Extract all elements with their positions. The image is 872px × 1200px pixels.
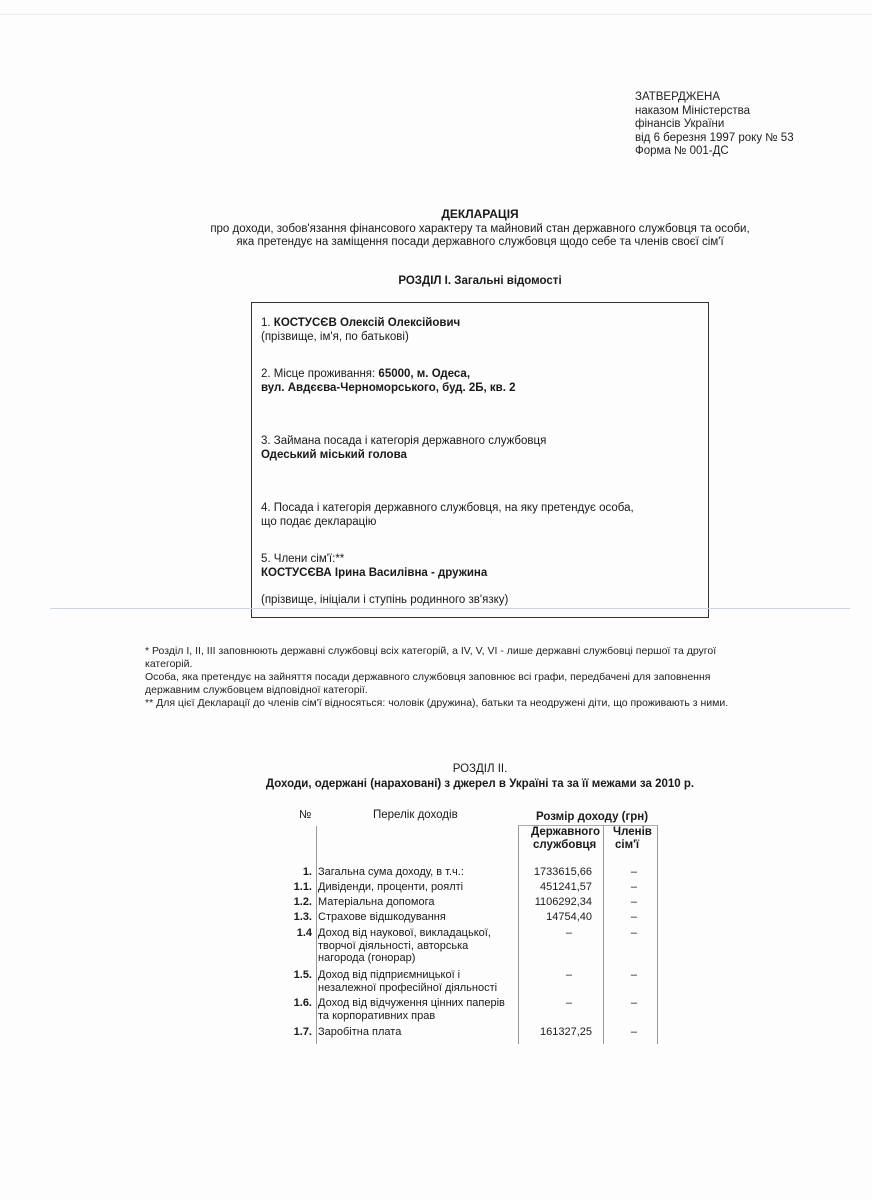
row-label xyxy=(318,997,505,1022)
row-number: 1.4 xyxy=(296,927,312,939)
col-header-num: № xyxy=(299,809,312,821)
col-header-family-1: Членів xyxy=(613,826,652,838)
document-title: ДЕКЛАРАЦІЯ xyxy=(441,207,519,221)
table-divider xyxy=(603,826,604,1044)
row-label xyxy=(318,896,434,909)
col-header-amount: Розмір доходу (грн) xyxy=(536,811,649,823)
row-label-line: нагорода (гонорар) xyxy=(318,952,416,964)
approval-line: фінансів України xyxy=(635,118,725,130)
family-amount: – xyxy=(630,969,637,981)
document-subtitle-line2: яка претендує на заміщення посади державного службовця щодо себе та членів своєї сім'ї xyxy=(236,236,724,248)
row-number: 1.3. xyxy=(293,911,312,923)
scan-artifact xyxy=(0,14,872,15)
row-number: 1.7. xyxy=(293,1026,312,1038)
row-label xyxy=(318,911,446,924)
servant-amount: 1733615,66 xyxy=(533,866,592,878)
item2-prefix: 2. Місце проживання: xyxy=(261,368,379,380)
col-header-servant-1: Державного xyxy=(531,826,600,838)
item5-label: 5. Члени сім'ї:** xyxy=(261,553,345,565)
row-label xyxy=(318,881,463,894)
item4-line1: 4. Посада і категорія державного службовця, на яку претендує особа, xyxy=(261,502,634,514)
item3-label: 3. Займана посада і категорія державного службовця xyxy=(261,435,547,447)
family-amount: – xyxy=(630,911,637,923)
family-amount: – xyxy=(630,881,637,893)
table-divider xyxy=(657,826,658,1044)
row-label xyxy=(318,927,491,965)
row-label-line: Страхове відшкодування xyxy=(318,911,446,923)
residence-line2: вул. Авдєєва-Черноморського, буд. 2Б, кв. 2 xyxy=(261,382,516,394)
col-header-list: Перелік доходів xyxy=(373,809,458,821)
approval-block xyxy=(635,91,794,159)
row-label-line: творчої діяльності, авторська xyxy=(318,939,469,952)
row-label-line: Дивіденди, проценти, роялті xyxy=(318,881,464,893)
table-divider xyxy=(518,825,658,826)
item1-line xyxy=(261,316,460,330)
family-amount: – xyxy=(630,997,637,1009)
item2-line xyxy=(261,367,470,381)
row-number: 1. xyxy=(302,866,312,878)
scan-artifact xyxy=(50,608,850,609)
document-subtitle-line1: про доходи, зобов'язання фінансового характеру та майновий стан державного службовця та особи, xyxy=(210,223,750,235)
table-divider xyxy=(316,826,317,1044)
residence-line1: 65000, м. Одеса, xyxy=(378,368,471,380)
col-header-servant-2: службовця xyxy=(533,839,597,851)
item5-note: (прізвище, ініціали і ступінь родинного зв'язку) xyxy=(261,594,509,606)
servant-amount: 1106292,34 xyxy=(534,896,592,908)
section1-title: РОЗДІЛ І. Загальні відомості xyxy=(398,275,562,287)
servant-amount: 451241,57 xyxy=(540,881,592,893)
declarant-name: КОСТУСЄВ Олексій Олексійович xyxy=(273,317,461,329)
family-amount: – xyxy=(630,927,637,939)
row-label-line: Заробітна плата xyxy=(318,1026,402,1038)
family-member: КОСТУСЄВА Ірина Василівна - дружина xyxy=(261,567,488,579)
position-value: Одеський міський голова xyxy=(261,449,407,461)
family-amount: – xyxy=(630,896,637,908)
servant-amount: – xyxy=(565,997,572,1009)
row-label-line: Матеріальна допомога xyxy=(318,896,435,908)
family-amount: – xyxy=(630,866,637,878)
section2-subtitle: Доходи, одержані (нараховані) з джерел в Україні та за її межами за 2010 р. xyxy=(265,778,695,790)
row-label-line: Загальна сума доходу, в т.ч.: xyxy=(318,866,464,878)
approval-line: наказом Міністерства xyxy=(635,104,751,117)
row-label xyxy=(318,866,464,879)
row-label xyxy=(318,969,497,994)
footnotes xyxy=(145,645,795,710)
row-label xyxy=(318,1026,401,1039)
item1-note: (прізвище, ім'я, по батькові) xyxy=(261,331,409,343)
family-amount: – xyxy=(630,1026,637,1038)
general-info-box xyxy=(251,302,709,618)
footnote-line: державним службовцем відповідної категорії. xyxy=(145,684,368,696)
item4-line2: що подає декларацію xyxy=(261,516,377,528)
row-label-line: та корпоративних прав xyxy=(318,1009,436,1022)
footnote-line: * Розділ І, ІІ, ІІІ заповнюють державні службовці всіх категорій, а IV, V, VI - лише державні службовці першої та другої xyxy=(145,645,717,657)
row-label-line: Доход від відчуження цінних паперів xyxy=(318,997,505,1009)
row-label-line: Доход від підприємницької і xyxy=(318,969,461,981)
servant-amount: – xyxy=(565,969,572,981)
servant-amount: 161327,25 xyxy=(540,1026,592,1038)
row-label-line: Доход від наукової, викладацької, xyxy=(318,927,491,939)
row-number: 1.5. xyxy=(293,969,312,981)
footnote-line: категорій. xyxy=(145,658,193,670)
approval-line: ЗАТВЕРДЖЕНА xyxy=(635,91,721,103)
row-number: 1.1. xyxy=(293,881,312,893)
row-number: 1.2. xyxy=(293,896,312,908)
approval-line: від 6 березня 1997 року № 53 xyxy=(635,131,794,144)
servant-amount: – xyxy=(565,927,572,939)
section2-title: РОЗДІЛ ІІ. xyxy=(452,763,508,775)
row-number: 1.6. xyxy=(293,997,312,1009)
table-divider xyxy=(518,826,519,1044)
footnote-line: Особа, яка претендує на зайняття посади державного службовця заповнює всі графи, передбачені для заповнення xyxy=(145,671,711,683)
row-label-line: незалежної професійної діяльності xyxy=(318,981,498,994)
servant-amount: 14754,40 xyxy=(546,911,592,923)
item1-prefix: 1. xyxy=(261,317,274,329)
col-header-family-2: сім'ї xyxy=(615,839,640,851)
approval-line: Форма № 001-ДС xyxy=(635,145,729,157)
footnote-line: ** Для цієї Декларації до членів сім'ї відносяться: чоловік (дружина), батьки та неодружені діти, що проживають з ними. xyxy=(145,697,729,709)
